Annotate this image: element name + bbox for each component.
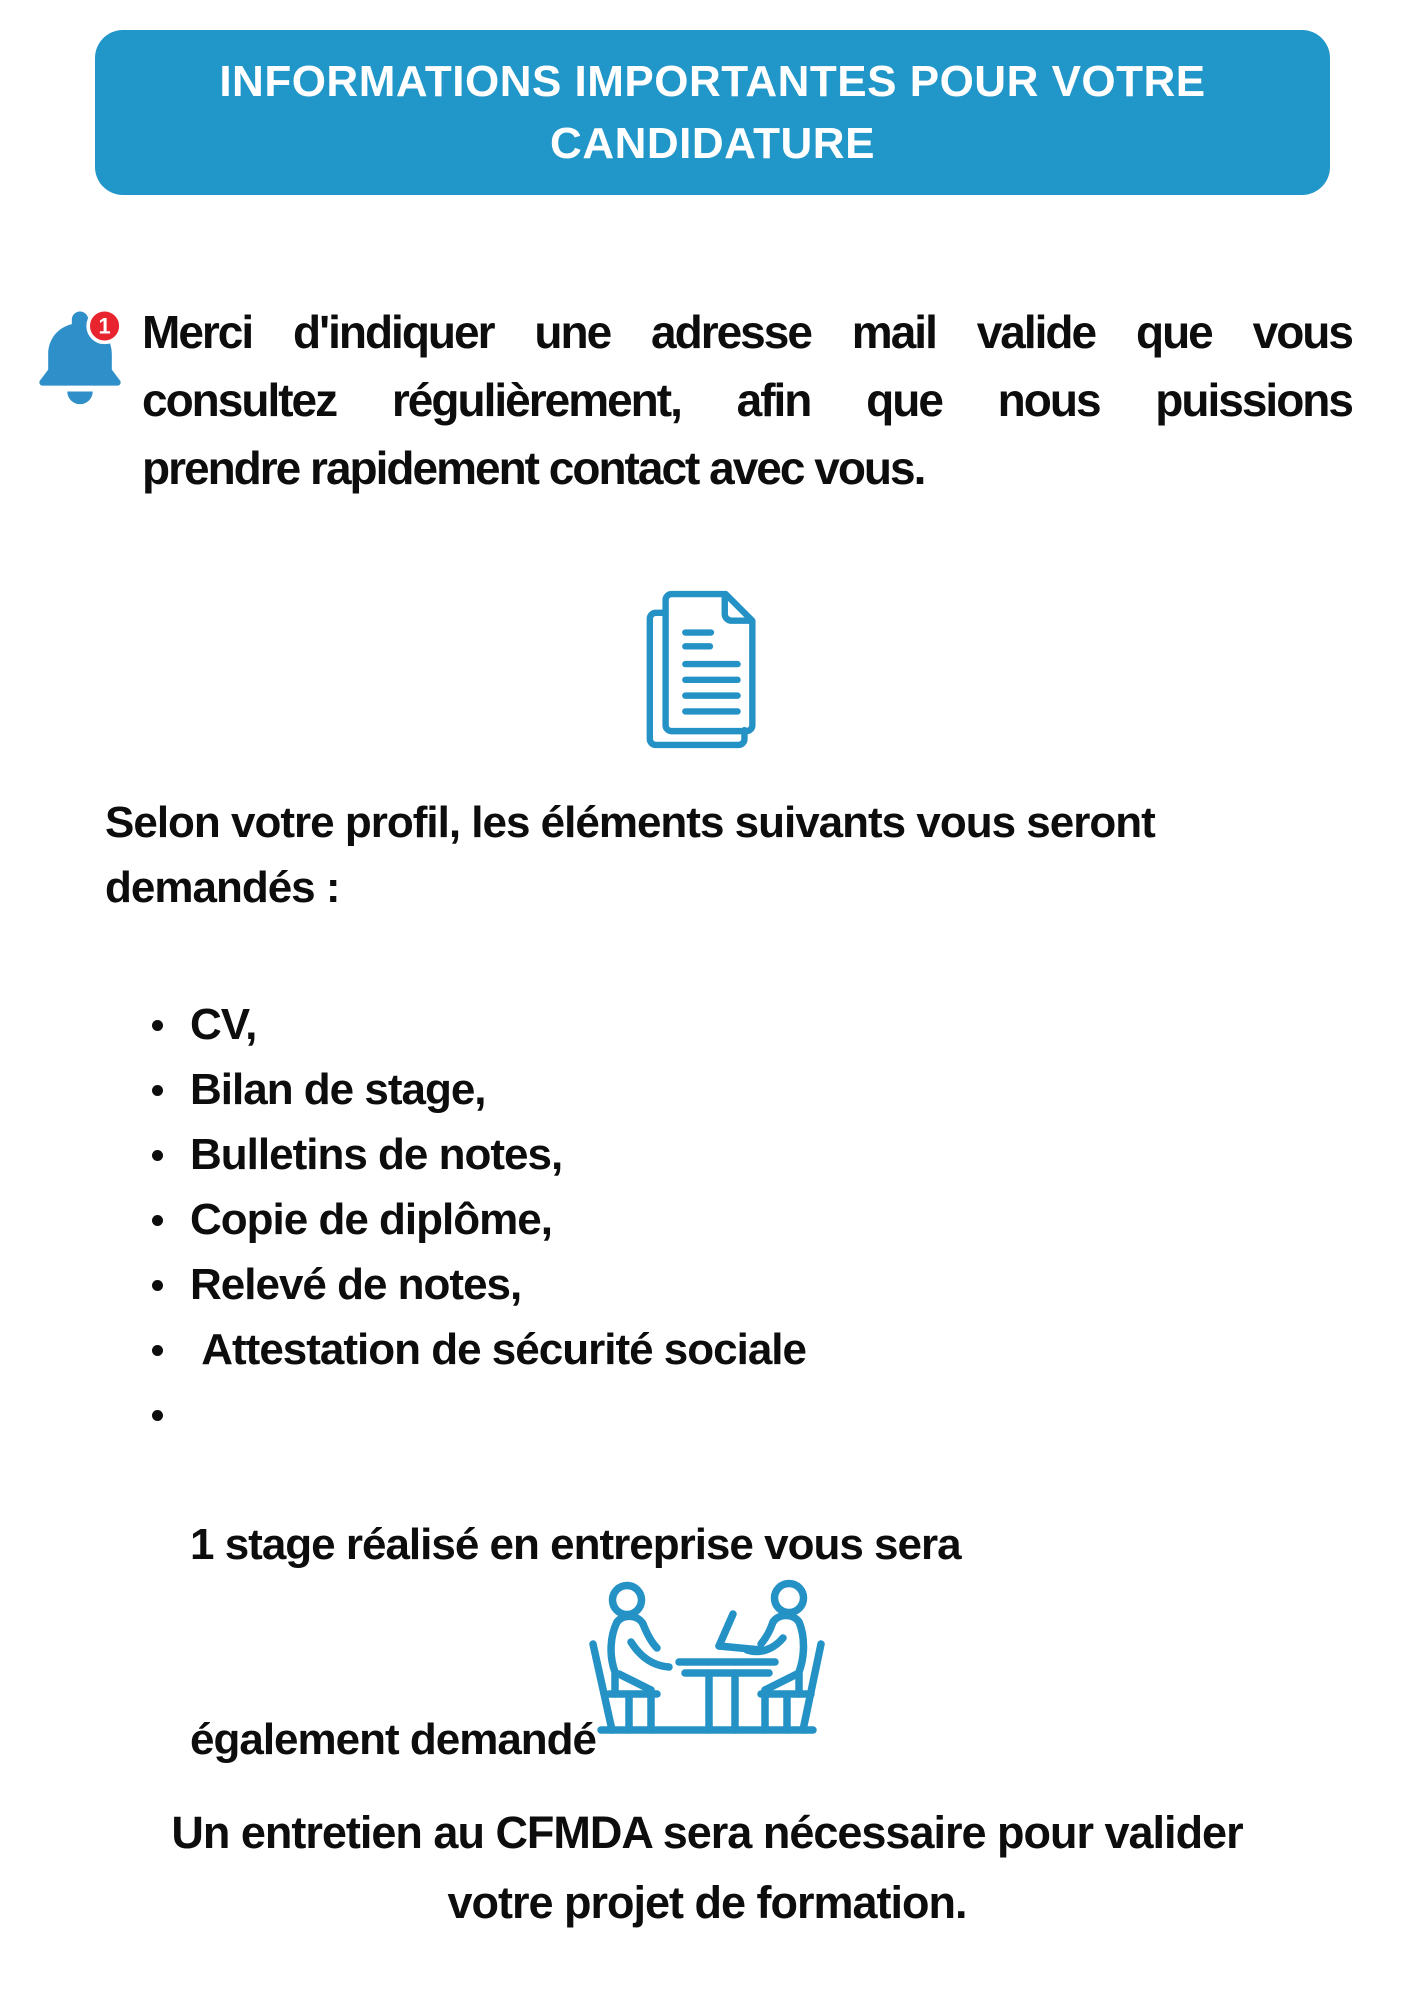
list-item (152, 1317, 961, 1382)
footer-line2: votre projet de formation. (447, 1877, 967, 1928)
bell-icon-svg (30, 300, 130, 412)
header-title-line2: CANDIDATURE (550, 118, 875, 168)
documents-icon (0, 588, 1414, 752)
list-item (152, 1187, 961, 1252)
list-item (152, 1122, 961, 1187)
notice-line: consultez régulièrement, afin que nous puissions (142, 374, 1352, 426)
section-heading (105, 790, 1155, 920)
required-documents-list (152, 992, 961, 1902)
bullet-icon (152, 1150, 163, 1161)
list-item-label: Copie de diplôme, (190, 1195, 552, 1244)
list-item-line1: 1 stage réalisé en entreprise vous sera (190, 1520, 961, 1569)
list-item-label: Bulletins de notes, (190, 1130, 563, 1179)
notice-line: prendre rapidement contact avec vous. (142, 442, 925, 494)
bullet-icon (152, 1410, 163, 1421)
list-item-label: Relevé de notes, (190, 1260, 522, 1309)
footer-line1: Un entretien au CFMDA sera nécessaire pour valider (171, 1807, 1243, 1858)
bullet-icon (152, 1085, 163, 1096)
list-item-label: Bilan de stage, (190, 1065, 486, 1114)
list-item-label: CV, (190, 1000, 257, 1049)
list-item-line2: également demandé (190, 1715, 597, 1764)
bullet-icon (152, 1020, 163, 1031)
section-heading-line2: demandés : (105, 863, 340, 912)
interview-icon (0, 1578, 1414, 1740)
list-item (152, 992, 961, 1057)
email-notice-text (142, 298, 1352, 502)
header-title-line1: INFORMATIONS IMPORTANTES POUR VOTRE (219, 56, 1206, 106)
bullet-icon (152, 1215, 163, 1226)
list-item (152, 1057, 961, 1122)
bell-icon (30, 300, 130, 412)
interview-icon-svg (587, 1578, 827, 1740)
section-heading-line1: Selon votre profil, les éléments suivants vous seront (105, 798, 1155, 847)
footer-statement (0, 1798, 1414, 1938)
documents-icon-svg (638, 588, 776, 752)
bullet-icon (152, 1345, 163, 1356)
list-item-label: Attestation de sécurité sociale (190, 1325, 806, 1374)
email-notice (30, 298, 1352, 502)
notification-badge-count: 1 (98, 313, 111, 339)
header-banner (95, 30, 1330, 195)
bullet-icon (152, 1280, 163, 1291)
list-item (152, 1252, 961, 1317)
notice-line: Merci d'indiquer une adresse mail valide que vous (142, 306, 1352, 358)
